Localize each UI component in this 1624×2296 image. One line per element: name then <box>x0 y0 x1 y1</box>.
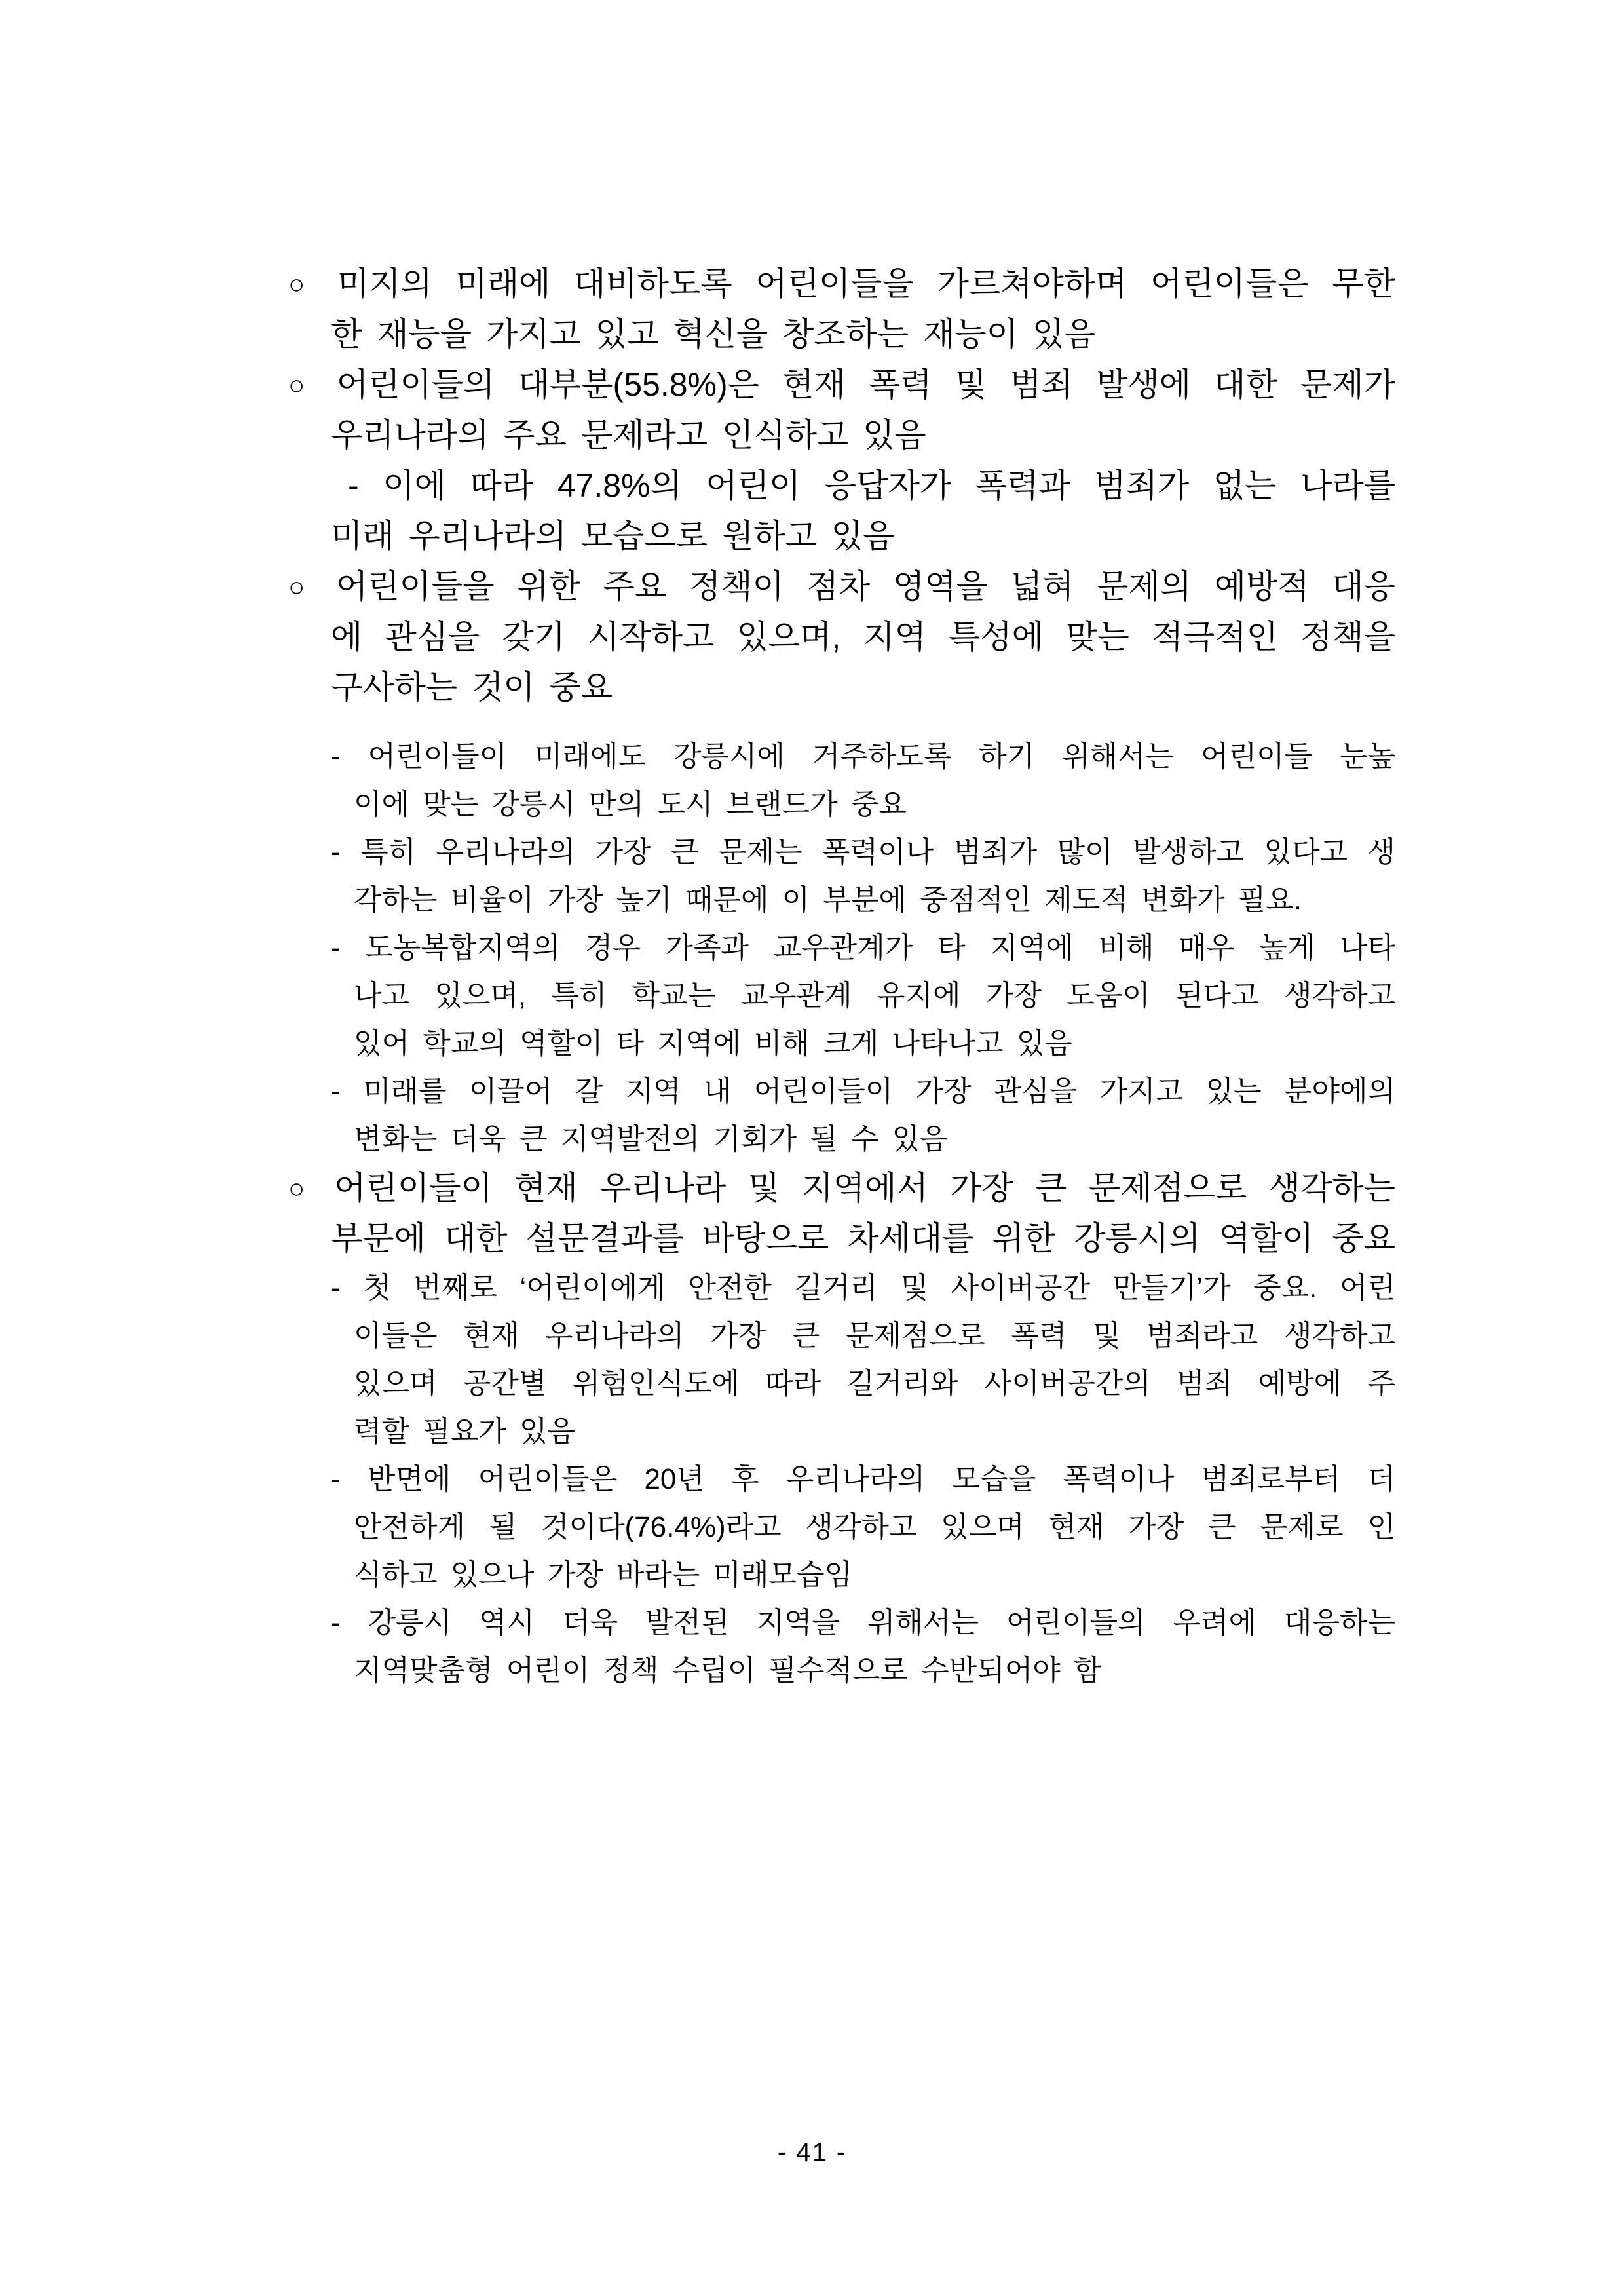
bullet-line: 있으며 공간별 위험인식도에 따라 길거리와 사이버공간의 범죄 예방에 주 <box>354 1368 1395 1400</box>
bullet-line: 나고 있으며, 특히 학교는 교우관계 유지에 가장 도움이 된다고 생각하고 <box>354 980 1395 1012</box>
bullet-line: 한 재능을 가지고 있고 혁신을 창조하는 재능이 있음 <box>331 316 1096 353</box>
dash-bullet-icon: - <box>331 740 341 773</box>
dash-bullet-icon: - <box>331 836 341 868</box>
bullet-line: 에 관심을 갖기 시작하고 있으며, 지역 특성에 맞는 적극적인 정책을 <box>331 619 1395 655</box>
circle-bullet-icon: ○ <box>288 1173 312 1204</box>
circle-bullet-icon: ○ <box>288 571 314 602</box>
bullet-line: 력할 필요가 있음 <box>354 1415 575 1447</box>
dash-bullet-icon: - <box>331 932 341 964</box>
bullet-line: ○ 어린이들을 위한 주요 정책이 점차 영역을 넓혀 문제의 예방적 대응 <box>288 568 1396 605</box>
bullet-line: 이들은 현재 우리나라의 가장 큰 문제점으로 폭력 및 범죄라고 생각하고 <box>354 1320 1395 1352</box>
bullet-line: - 어린이들이 미래에도 강릉시에 거주하도록 하기 위해서는 어린이들 눈높 <box>331 740 1395 773</box>
bullet-line: 지역맞춤형 어린이 정책 수립이 필수적으로 수반되어야 함 <box>354 1655 1102 1687</box>
bullet-line: - 미래를 이끌어 갈 지역 내 어린이들이 가장 관심을 가지고 있는 분야에의 <box>331 1075 1395 1107</box>
bullet-list <box>0 259 1624 1694</box>
bullet-line: - 특히 우리나라의 가장 큰 문제는 폭력이나 범죄가 많이 발생하고 있다고 생 <box>331 836 1395 868</box>
bullet-line: ○ 미지의 미래에 대비하도록 어린이들을 가르쳐야하며 어린이들은 무한 <box>288 265 1395 302</box>
dash-bullet-icon: - <box>331 1607 341 1639</box>
bullet-line: - 강릉시 역시 더욱 발전된 지역을 위해서는 어린이들의 우려에 대응하는 <box>331 1607 1395 1639</box>
bullet-line: 부문에 대한 설문결과를 바탕으로 차세대를 위한 강릉시의 역할이 중요 <box>331 1220 1395 1257</box>
circle-bullet-icon: ○ <box>288 370 314 400</box>
circle-bullet-icon: ○ <box>288 269 314 299</box>
bullet-line: 안전하게 될 것이다(76.4%)라고 생각하고 있으며 현재 가장 큰 문제로 인 <box>354 1511 1395 1543</box>
bullet-line: 각하는 비율이 가장 높기 때문에 이 부분에 중점적인 제도적 변화가 필요. <box>354 884 1302 916</box>
dash-bullet-icon: - <box>331 1075 341 1107</box>
bullet-line: 이에 맞는 강릉시 만의 도시 브랜드가 중요 <box>354 788 907 820</box>
bullet-line: 변화는 더욱 큰 지역발전의 기회가 될 수 있음 <box>354 1123 948 1155</box>
bullet-line: - 첫 번째로 ‘어린이에게 안전한 길거리 및 사이버공간 만들기’가 중요. 어린 <box>331 1272 1395 1304</box>
bullet-line: - 반면에 어린이들은 20년 후 우리나라의 모습을 폭력이나 범죄로부터 더 <box>331 1463 1395 1495</box>
bullet-line: ○ 어린이들이 현재 우리나라 및 지역에서 가장 큰 문제점으로 생각하는 <box>288 1170 1395 1206</box>
bullet-line: 미래 우리나라의 모습으로 원하고 있음 <box>331 518 895 554</box>
dash-bullet-icon: - <box>331 1463 341 1495</box>
dash-bullet-icon: - <box>331 1272 341 1304</box>
bullet-line: ○ 어린이들의 대부분(55.8%)은 현재 폭력 및 범죄 발생에 대한 문제가 <box>288 366 1395 403</box>
page-number: - 41 - <box>777 2138 847 2167</box>
bullet-line: 우리나라의 주요 문제라고 인식하고 있음 <box>331 417 926 453</box>
bullet-line: - 이에 따라 47.8%의 어린이 응답자가 폭력과 범죄가 없는 나라를 <box>348 467 1395 504</box>
bullet-line: - 도농복합지역의 경우 가족과 교우관계가 타 지역에 비해 매우 높게 나타 <box>331 932 1396 964</box>
bullet-line: 식하고 있으나 가장 바라는 미래모습임 <box>354 1559 852 1591</box>
bullet-line: 있어 학교의 역할이 타 지역에 비해 크게 나타나고 있음 <box>354 1027 1072 1060</box>
dash-bullet-icon: - <box>348 467 359 504</box>
bullet-line: 구사하는 것이 중요 <box>331 669 613 706</box>
